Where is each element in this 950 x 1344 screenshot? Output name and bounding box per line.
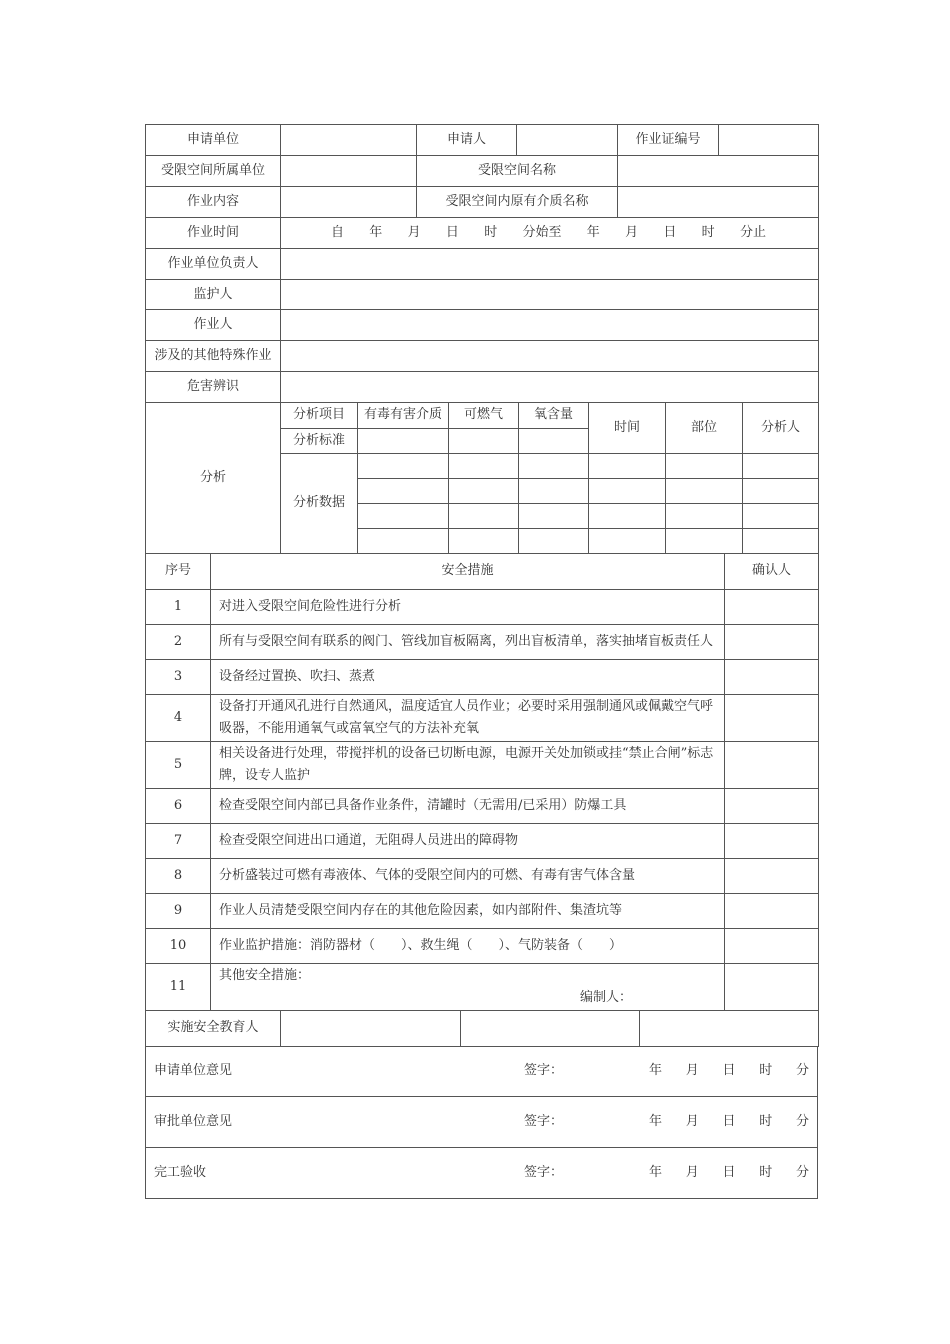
analysis-cell[interactable] (449, 428, 519, 453)
analysis-cell[interactable] (519, 428, 589, 453)
editor-label: 编制人： (579, 990, 632, 1005)
date-part: 分 (795, 1063, 809, 1079)
space-name-label: 受限空间名称 (417, 156, 618, 187)
supervisor-label: 监护人 (146, 280, 281, 310)
date-part: 分 (795, 1165, 809, 1180)
analysis-cell[interactable] (589, 528, 666, 553)
table-row (146, 929, 819, 964)
date-part: 时 (759, 1165, 773, 1180)
date-part: 时 (759, 1114, 773, 1129)
sign-label: 签字： (523, 1165, 563, 1180)
measure-no: 5 (146, 742, 211, 789)
table-row (146, 859, 819, 894)
space-name-field[interactable] (618, 156, 819, 187)
time-part: 日 (663, 225, 677, 240)
hazard-label: 危害辨识 (146, 372, 281, 403)
analysis-cell[interactable] (358, 478, 449, 503)
measure-confirm-field[interactable] (725, 742, 819, 789)
analysis-cell[interactable] (666, 453, 743, 478)
date-part: 月 (685, 1114, 699, 1129)
analysis-col-oxygen: 氧含量 (519, 403, 589, 428)
signoff-row-applicant[interactable] (146, 1047, 818, 1097)
hazard-field[interactable] (281, 372, 819, 403)
time-part: 分始至 (522, 225, 562, 240)
time-part: 自 (331, 225, 345, 240)
signoff-row-approval[interactable] (146, 1097, 818, 1148)
analysis-standard-label: 分析标准 (281, 428, 358, 453)
work-unit-leader-label: 作业单位负责人 (146, 249, 281, 280)
date-part: 分 (795, 1114, 809, 1129)
analysis-cell[interactable] (666, 478, 743, 503)
applicant-field[interactable] (517, 125, 618, 156)
table-row (146, 894, 819, 929)
measure-confirm-field[interactable] (725, 894, 819, 929)
analysis-cell[interactable] (519, 478, 589, 503)
measure-confirm-field[interactable] (725, 964, 819, 1011)
measure-text: 对进入受限空间危险性进行分析 (211, 590, 725, 625)
measure-no: 8 (146, 859, 211, 894)
measures-confirm-header: 确认人 (725, 554, 819, 590)
measure-no: 3 (146, 660, 211, 695)
analysis-cell[interactable] (519, 503, 589, 528)
measure-other-field[interactable] (211, 964, 725, 1011)
analysis-cell[interactable] (449, 478, 519, 503)
analysis-cell[interactable] (449, 528, 519, 553)
date-part: 年 (649, 1063, 663, 1079)
signoff-label: 申请单位意见 (154, 1063, 233, 1079)
other-special-label: 涉及的其他特殊作业 (146, 341, 281, 372)
measure-confirm-field[interactable] (725, 929, 819, 964)
analysis-label: 分析 (146, 403, 281, 553)
measures-text-header: 安全措施 (211, 554, 725, 590)
sign-label: 签字： (523, 1114, 563, 1129)
analysis-cell[interactable] (358, 503, 449, 528)
analysis-cell[interactable] (519, 453, 589, 478)
measures-table (145, 554, 819, 1012)
analysis-cell[interactable] (589, 503, 666, 528)
table-row (146, 964, 819, 1011)
date-part: 月 (685, 1063, 699, 1079)
table-row (146, 695, 819, 742)
work-time-parts (285, 224, 814, 242)
measures-no-header: 序号 (146, 554, 211, 590)
original-medium-field[interactable] (618, 187, 819, 218)
analysis-col-flammable: 可燃气 (449, 403, 519, 428)
measure-no: 2 (146, 625, 211, 660)
space-owner-field[interactable] (281, 156, 417, 187)
education-label: 实施安全教育人 (146, 1011, 281, 1046)
analysis-table (145, 403, 819, 554)
measure-confirm-field[interactable] (725, 660, 819, 695)
measure-text: 作业人员清楚受限空间内存在的其他危险因素，如内部附件、集渣坑等 (211, 894, 725, 929)
time-part: 分止 (739, 225, 766, 240)
signoff-label: 审批单位意见 (154, 1114, 233, 1129)
applicant-unit-label: 申请单位 (146, 125, 281, 156)
signoff-date (649, 1113, 809, 1131)
analysis-analyst-label: 分析人 (743, 403, 819, 453)
time-part: 年 (369, 225, 383, 240)
measure-other-label: 其他安全措施： (219, 968, 311, 983)
analysis-cell[interactable] (519, 528, 589, 553)
measure-no: 1 (146, 590, 211, 625)
measure-text: 设备打开通风孔进行自然通风，温度适宜人员作业；必要时采用强制通风或佩戴空气呼吸器，不能用通氧气或富氧空气的方法补充氧 (211, 695, 725, 742)
measure-no: 10 (146, 929, 211, 964)
signoff-date (649, 1164, 809, 1182)
original-medium-label: 受限空间内原有介质名称 (417, 187, 618, 218)
permit-no-label: 作业证编号 (618, 125, 719, 156)
analysis-cell[interactable] (589, 453, 666, 478)
worker-label: 作业人 (146, 310, 281, 341)
analysis-cell[interactable] (358, 428, 449, 453)
analysis-cell[interactable] (666, 528, 743, 553)
permit-no-field[interactable] (719, 125, 819, 156)
measure-text: 相关设备进行处理，带搅拌机的设备已切断电源，电源开关处加锁或挂“禁止合闸”标志牌，设专人监护 (211, 742, 725, 789)
analysis-col-toxic: 有毒有害介质 (358, 403, 449, 428)
work-unit-leader-field[interactable] (281, 249, 819, 280)
signoff-row-completion[interactable] (146, 1148, 818, 1199)
analysis-location-label: 部位 (666, 403, 743, 453)
education-field[interactable] (461, 1011, 640, 1046)
analysis-cell[interactable] (666, 503, 743, 528)
analysis-cell[interactable] (358, 528, 449, 553)
table-row (146, 824, 819, 859)
analysis-cell[interactable] (358, 453, 449, 478)
analysis-cell[interactable] (449, 503, 519, 528)
measure-text: 检查受限空间进出口通道，无阻碍人员进出的障碍物 (211, 824, 725, 859)
measure-confirm-field[interactable] (725, 789, 819, 824)
time-part: 日 (445, 225, 459, 240)
header-table (145, 124, 819, 403)
measure-confirm-field[interactable] (725, 824, 819, 859)
permit-form (145, 124, 818, 1199)
work-content-field[interactable] (281, 187, 417, 218)
date-part: 时 (759, 1063, 773, 1079)
education-field[interactable] (640, 1011, 819, 1046)
analysis-cell[interactable] (743, 503, 819, 528)
analysis-cell[interactable] (449, 453, 519, 478)
signoff-date (649, 1062, 809, 1080)
time-part: 时 (484, 225, 498, 240)
measure-text: 设备经过置换、吹扫、蒸煮 (211, 660, 725, 695)
measure-no: 9 (146, 894, 211, 929)
date-part: 月 (685, 1165, 699, 1180)
date-part: 日 (722, 1114, 736, 1129)
date-part: 年 (649, 1114, 663, 1129)
measure-no: 4 (146, 695, 211, 742)
table-row (146, 789, 819, 824)
table-row (146, 660, 819, 695)
analysis-cell[interactable] (743, 528, 819, 553)
sign-label: 签字： (523, 1063, 563, 1079)
measure-no: 6 (146, 789, 211, 824)
time-part: 月 (625, 225, 639, 240)
worker-field[interactable] (281, 310, 819, 341)
education-table (145, 1011, 819, 1047)
measure-text: 所有与受限空间有联系的阀门、管线加盲板隔离，列出盲板清单，落实抽堵盲板责任人 (211, 625, 725, 660)
date-part: 日 (722, 1063, 736, 1079)
education-field[interactable] (281, 1011, 461, 1046)
table-row (146, 590, 819, 625)
measure-text: 检查受限空间内部已具备作业条件，清罐时（无需用/已采用）防爆工具 (211, 789, 725, 824)
analysis-cell[interactable] (743, 453, 819, 478)
signoff-label: 完工验收 (154, 1165, 207, 1180)
measure-text: 作业监护措施：消防器材（ ）、救生绳（ ）、气防装备（ ） (211, 929, 725, 964)
analysis-data-label: 分析数据 (281, 453, 358, 553)
work-time-label: 作业时间 (146, 218, 281, 249)
time-part: 年 (586, 225, 600, 240)
analysis-time-label: 时间 (589, 403, 666, 453)
measure-no: 7 (146, 824, 211, 859)
measure-confirm-field[interactable] (725, 859, 819, 894)
analysis-item-label: 分析项目 (281, 403, 358, 428)
date-part: 日 (722, 1165, 736, 1180)
applicant-label: 申请人 (417, 125, 517, 156)
time-part: 月 (407, 225, 421, 240)
date-part: 年 (649, 1165, 663, 1180)
measure-text: 分析盛装过可燃有毒液体、气体的受限空间内的可燃、有毒有害气体含量 (211, 859, 725, 894)
measure-no: 11 (146, 964, 211, 1011)
analysis-cell[interactable] (589, 478, 666, 503)
table-row (146, 742, 819, 789)
measure-confirm-field[interactable] (725, 590, 819, 625)
work-time-field[interactable] (281, 218, 819, 249)
work-content-label: 作业内容 (146, 187, 281, 218)
measure-confirm-field[interactable] (725, 695, 819, 742)
other-special-field[interactable] (281, 341, 819, 372)
measure-confirm-field[interactable] (725, 625, 819, 660)
applicant-unit-field[interactable] (281, 125, 417, 156)
supervisor-field[interactable] (281, 280, 819, 310)
analysis-cell[interactable] (743, 478, 819, 503)
time-part: 时 (701, 225, 715, 240)
table-row (146, 625, 819, 660)
space-owner-label: 受限空间所属单位 (146, 156, 281, 187)
signoff-table (145, 1047, 818, 1200)
